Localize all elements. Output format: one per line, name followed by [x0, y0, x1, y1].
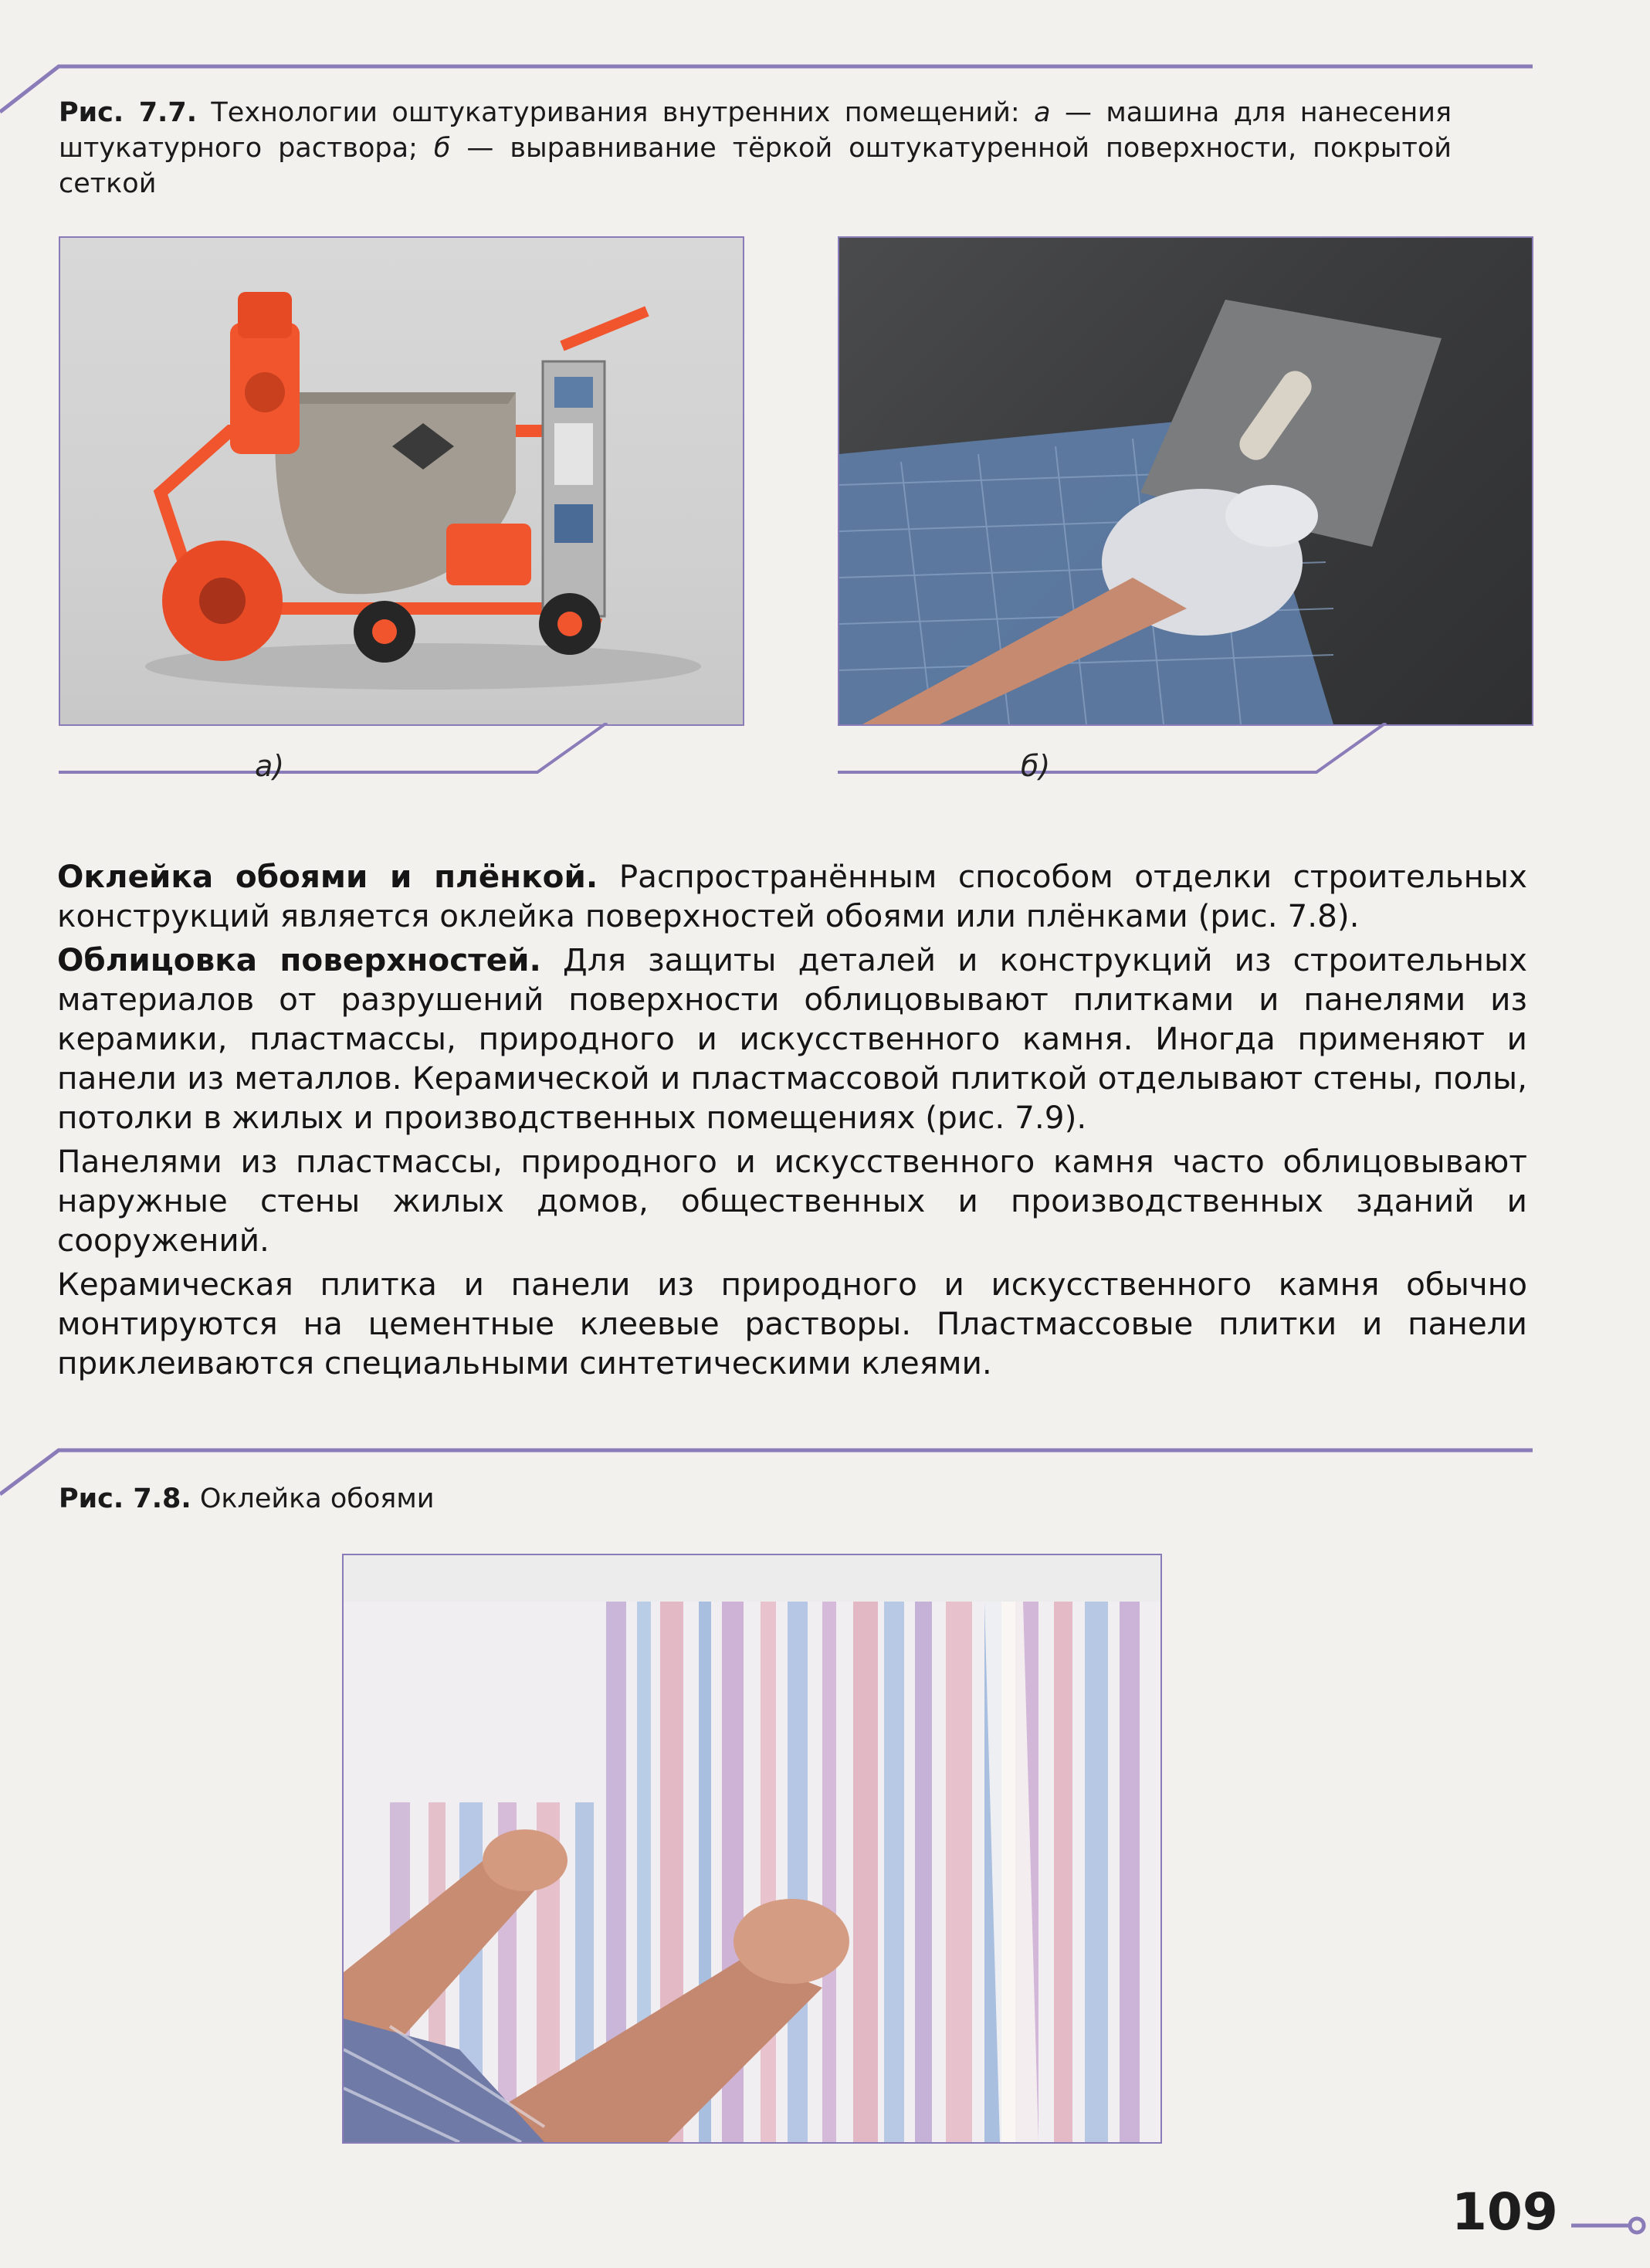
- paragraph-wallpapering: Оклейка обоями и плёнкой. Распространённым способом отделки строительных конструкций является оклейка поверхностей обоями или плёнками (рис. 7.8).: [57, 858, 1527, 934]
- page-number: 109: [1452, 2182, 1558, 2242]
- figure-7-7-label: Рис. 7.7.: [59, 97, 197, 128]
- main-text: [57, 857, 1527, 1388]
- figure-7-7-caption: Рис. 7.7. Технологии оштукатуривания внутренних помещений: а — машина для нанесения штукатурного раствора; б — выравнивание тёркой оштукатуренной поверхности, покрытой сеткой: [59, 97, 1452, 199]
- paragraph-facing: Облицовка поверхностей. Для защиты деталей и конструкций из строительных материалов от разрушений поверхности облицовывают плитками и панелями из керамики, пластмассы, природного и искусственного камня. Иногда применяют и панели из металлов. Керамической и пластмассовой плиткой отделывают стены, полы, потолки в жилых и производственных помещениях (рис. 7.9).: [57, 941, 1527, 1136]
- figure-7-8-label: Рис. 7.8.: [59, 1483, 191, 1514]
- figure-7-7b-trowel-mesh: [838, 236, 1533, 726]
- figure-7-7a-label: а): [255, 749, 285, 783]
- figure-7-8-caption: Рис. 7.8. Оклейка обоями: [59, 1483, 435, 1514]
- figure-7-7b-label-line: [838, 723, 1533, 777]
- figure-7-7a-label-line: [59, 723, 754, 777]
- trowel-photo-illustration: [839, 238, 1532, 724]
- paragraph-adhesives: Керамическая плитка и панели из природного и искусственного камня обычно монтируются на цементные клеевые растворы. Пластмассовые плитки и панели приклеиваются специальными синтетическими клеями.: [57, 1266, 1527, 1381]
- paragraph-panels: Панелями из пластмассы, природного и искусственного камня часто облицовывают наружные стены жилых домов, общественных и производственных зданий и сооружений.: [57, 1143, 1527, 1259]
- figure-7-7a-plastering-machine: [59, 236, 744, 726]
- figure-7-7b-label: б): [1021, 749, 1051, 783]
- figure-7-8-wallpapering-photo: [342, 1554, 1162, 2144]
- page-number-decoration: [1571, 2210, 1648, 2241]
- wallpaper-illustration: [344, 1555, 1160, 2142]
- plastering-machine-illustration: [60, 238, 743, 724]
